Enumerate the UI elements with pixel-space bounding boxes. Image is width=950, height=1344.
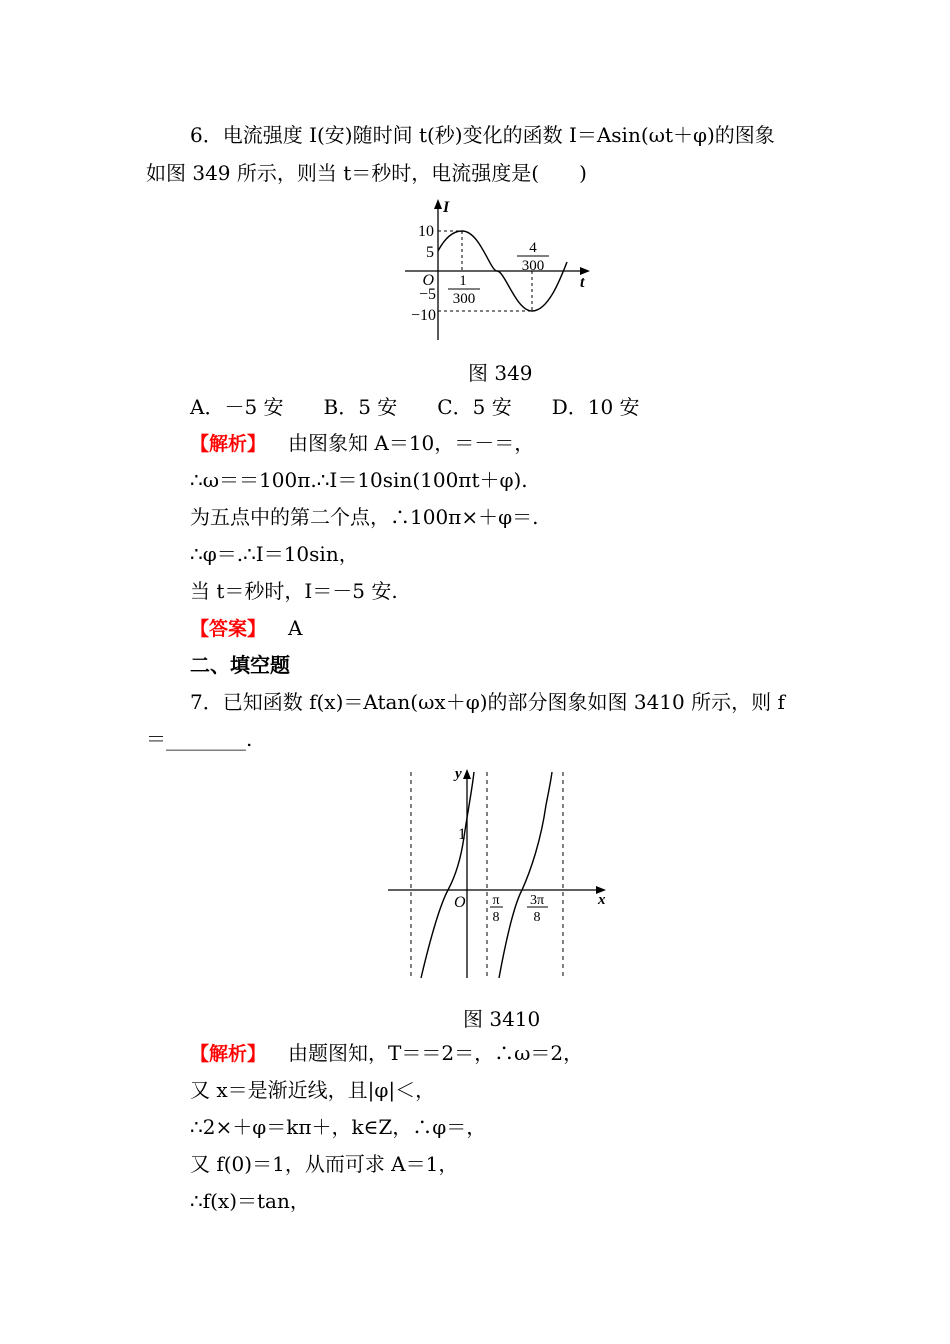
q6-answer-line: [190, 615, 302, 642]
y-axis-arrow: [463, 769, 471, 779]
origin-label: O: [454, 894, 466, 911]
q6-line-2: 如图 349 所示，则当 t＝秒时，电流强度是( ): [146, 161, 587, 185]
tick-5: 5: [426, 244, 434, 261]
frac-1-den: 300: [452, 291, 476, 307]
frac-1-num: 1: [459, 273, 467, 289]
analysis-tag: 【解析】: [190, 1043, 267, 1065]
tick-10: 10: [418, 223, 434, 240]
tan-branch-2: [499, 772, 552, 978]
tick-minus-5: −5: [418, 286, 436, 303]
tan-branch-1: [421, 772, 474, 978]
q7-analysis-line-5: ∴f(x)＝tan，: [190, 1189, 310, 1213]
frac-2-den: 300: [521, 258, 545, 274]
q7-analysis-line-3: ∴2×＋φ＝kπ＋，k∈Z，∴φ＝，: [190, 1115, 487, 1139]
q7-analysis-text-1: 由题图知，T＝＝2＝，∴ω＝2，: [288, 1041, 584, 1065]
figure-3410: [380, 762, 620, 984]
figure-349-caption: 图 349: [468, 361, 533, 385]
q6-analysis-line-1: [190, 430, 534, 457]
axis-label-t: t: [580, 274, 585, 291]
q6-analysis-line-5: 当 t＝秒时，I＝－5 安.: [190, 579, 398, 603]
q6-analysis-line-2: ∴ω＝＝100π.∴I＝10sin(100πt＋φ).: [190, 468, 528, 492]
tick-1: 1: [458, 826, 466, 843]
axis-label-x: x: [598, 892, 606, 908]
q6-analysis-line-3: 为五点中的第二个点，∴100π×＋φ＝.: [190, 505, 539, 529]
q6-answer: A: [288, 616, 303, 640]
q7-line-2: ＝________.: [146, 727, 253, 751]
origin-label: O: [422, 272, 434, 289]
axis-label-y: y: [455, 766, 462, 782]
q6-analysis-text-1: 由图象知 A＝10，＝－＝，: [288, 431, 535, 455]
i-axis-arrow: [434, 199, 442, 209]
figure-349: [400, 195, 600, 345]
analysis-tag: 【解析】: [190, 433, 267, 455]
figure-3410-caption: 图 3410: [463, 1007, 541, 1031]
3pi-8-den: 8: [533, 910, 541, 925]
pi-8-den: 8: [492, 910, 500, 925]
axis-label-i: I: [443, 199, 450, 216]
q7-analysis-line-4: 又 f(0)＝1，从而可求 A＝1，: [190, 1152, 459, 1176]
frac-2-num: 4: [529, 240, 537, 256]
q7-analysis-line-2: 又 x＝是渐近线，且|φ|＜，: [190, 1078, 436, 1102]
q6-analysis-line-4: ∴φ＝.∴I＝10sin，: [190, 542, 359, 566]
3pi-8-num: 3π: [529, 893, 545, 908]
q7-line-1: 7．已知函数 f(x)＝Atan(ωx＋φ)的部分图象如图 3410 所示，则 f: [190, 690, 785, 714]
answer-tag: 【答案】: [190, 618, 267, 640]
q7-analysis-line-1: [190, 1040, 583, 1067]
tick-minus-10: −10: [410, 307, 436, 324]
section-title: 二、填空题: [190, 653, 290, 677]
pi-8-num: π: [492, 893, 500, 908]
q6-line-1: 6．电流强度 I(安)随时间 t(秒)变化的函数 I＝Asin(ωt＋φ)的图象: [190, 123, 775, 147]
q6-options: A．－5 安 B．5 安 C．5 安 D．10 安: [190, 395, 640, 419]
